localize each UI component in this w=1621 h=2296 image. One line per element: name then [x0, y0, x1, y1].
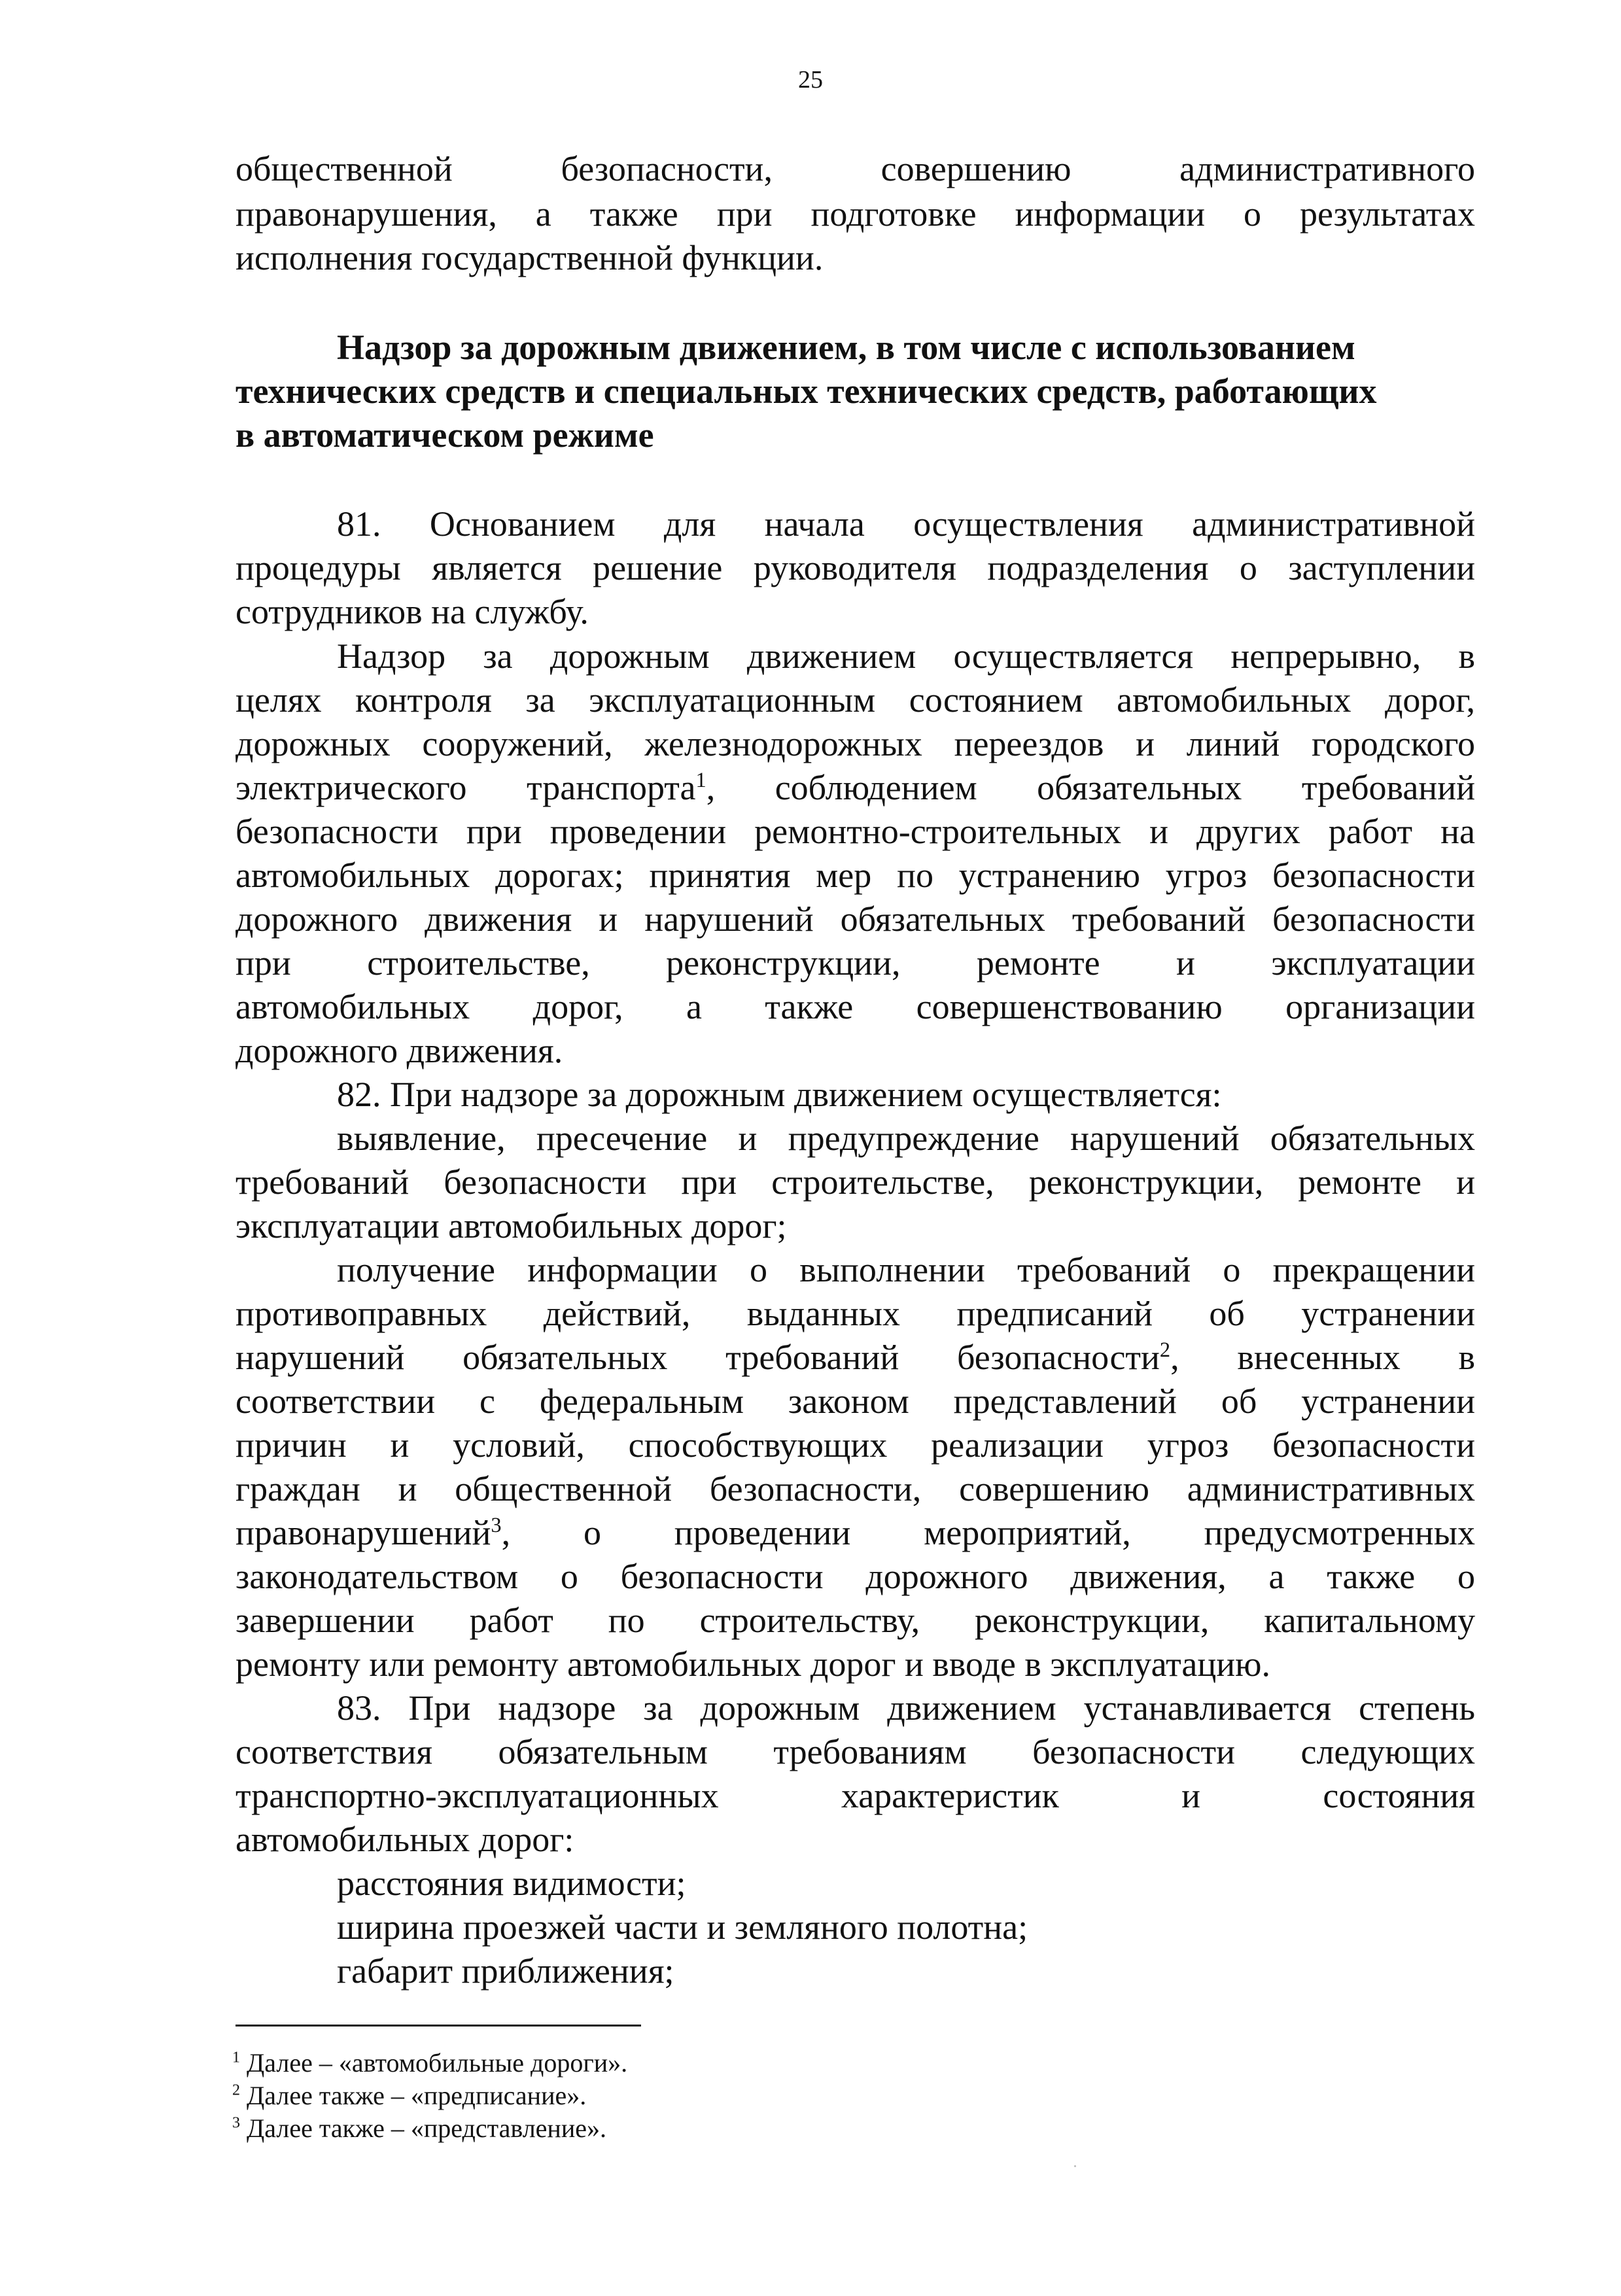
- scan-speck: [1074, 2165, 1076, 2167]
- text-line: процедуры является решение руководителя подразделения о заступлении: [235, 548, 1475, 587]
- text-line: [235, 1336, 1475, 1379]
- text-fragment: , внесенных в: [1170, 1338, 1475, 1377]
- footnote-text: Далее также – «предписание».: [240, 2081, 587, 2110]
- text-line: 83. При надзоре за дорожным движением устанавливается степень: [337, 1688, 1475, 1728]
- text-line: требований безопасности при строительстве, реконструкции, ремонте и: [235, 1162, 1475, 1202]
- footnote-mark: 1: [232, 2049, 240, 2066]
- text-line: автомобильных дорог, а также совершенствованию организации: [235, 987, 1475, 1026]
- text-line: транспортно-эксплуатационных характеристик и состояния: [235, 1776, 1475, 1815]
- text-line: Надзор за дорожным движением осуществляется непрерывно, в: [337, 636, 1475, 676]
- text-line: выявление, пресечение и предупреждение нарушений обязательных: [337, 1119, 1475, 1158]
- text-line: дорожных сооружений, железнодорожных переездов и линий городского: [235, 724, 1475, 763]
- footnote-text: Далее – «автомобильные дороги».: [240, 2048, 628, 2078]
- text-line: противоправных действий, выданных предписаний об устранении: [235, 1294, 1475, 1333]
- list-item: расстояния видимости;: [337, 1864, 686, 1903]
- text-fragment: , о проведении мероприятий, предусмотренных: [501, 1513, 1475, 1552]
- text-fragment: , соблюдением обязательных требований: [706, 768, 1475, 807]
- section-heading-line: Надзор за дорожным движением, в том числе с использованием: [337, 328, 1355, 367]
- text-fragment: нарушений обязательных требований безопасности: [235, 1338, 1160, 1377]
- footnote: [232, 2113, 606, 2144]
- section-heading-line: технических средств и специальных технических средств, работающих: [235, 372, 1377, 411]
- footnote-ref: 2: [1159, 1338, 1171, 1362]
- text-line: 82. При надзоре за дорожным движением осуществляется:: [337, 1075, 1222, 1114]
- text-line: 81. Основанием для начала осуществления административной: [337, 504, 1475, 544]
- text-fragment: правонарушений: [235, 1513, 491, 1552]
- text-line: граждан и общественной безопасности, совершению административных: [235, 1469, 1475, 1508]
- footnote: [232, 2047, 627, 2079]
- footnote-mark: 2: [232, 2081, 240, 2099]
- text-line: правонарушения, а также при подготовке информации о результатах: [235, 194, 1475, 234]
- text-line: эксплуатации автомобильных дорог;: [235, 1206, 787, 1245]
- text-line: законодательством о безопасности дорожного движения, а также о: [235, 1557, 1475, 1596]
- text-line: завершении работ по строительству, реконструкции, капитальному: [235, 1601, 1475, 1640]
- text-line: автомобильных дорог:: [235, 1820, 574, 1859]
- text-line: при строительстве, реконструкции, ремонте и эксплуатации: [235, 943, 1475, 983]
- text-line: [235, 1511, 1475, 1554]
- text-line: дорожного движения и нарушений обязательных требований безопасности: [235, 899, 1475, 939]
- footnote-ref: 3: [491, 1514, 502, 1537]
- footnote: [232, 2080, 586, 2112]
- text-line: соответствии с федеральным законом представлений об устранении: [235, 1382, 1475, 1421]
- text-line: общественной безопасности, совершению административного: [235, 149, 1475, 188]
- text-line: исполнения государственной функции.: [235, 238, 824, 277]
- footnote-ref: 1: [695, 769, 706, 792]
- text-line: дорожного движения.: [235, 1031, 563, 1070]
- footnote-divider: [235, 2025, 641, 2026]
- text-line: соответствия обязательным требованиям безопасности следующих: [235, 1732, 1475, 1771]
- text-line: автомобильных дорогах; принятия мер по устранению угроз безопасности: [235, 856, 1475, 895]
- text-fragment: электрического транспорта: [235, 768, 696, 807]
- text-line: получение информации о выполнении требований о прекращении: [337, 1250, 1475, 1289]
- text-line: сотрудников на службу.: [235, 592, 589, 631]
- footnote-mark: 3: [232, 2114, 240, 2132]
- list-item: ширина проезжей части и земляного полотна;: [337, 1907, 1028, 1947]
- text-line: ремонту или ремонту автомобильных дорог и вводе в эксплуатацию.: [235, 1644, 1271, 1684]
- section-heading-line: в автоматическом режиме: [235, 415, 654, 455]
- text-line: целях контроля за эксплуатационным состоянием автомобильных дорог,: [235, 680, 1475, 720]
- list-item: габарит приближения;: [337, 1951, 674, 1991]
- text-line: безопасности при проведении ремонтно-строительных и других работ на: [235, 812, 1475, 851]
- text-line: [235, 766, 1475, 809]
- footnote-text: Далее также – «представление».: [240, 2113, 606, 2143]
- page-number: 25: [798, 66, 823, 94]
- text-line: причин и условий, способствующих реализации угроз безопасности: [235, 1425, 1475, 1465]
